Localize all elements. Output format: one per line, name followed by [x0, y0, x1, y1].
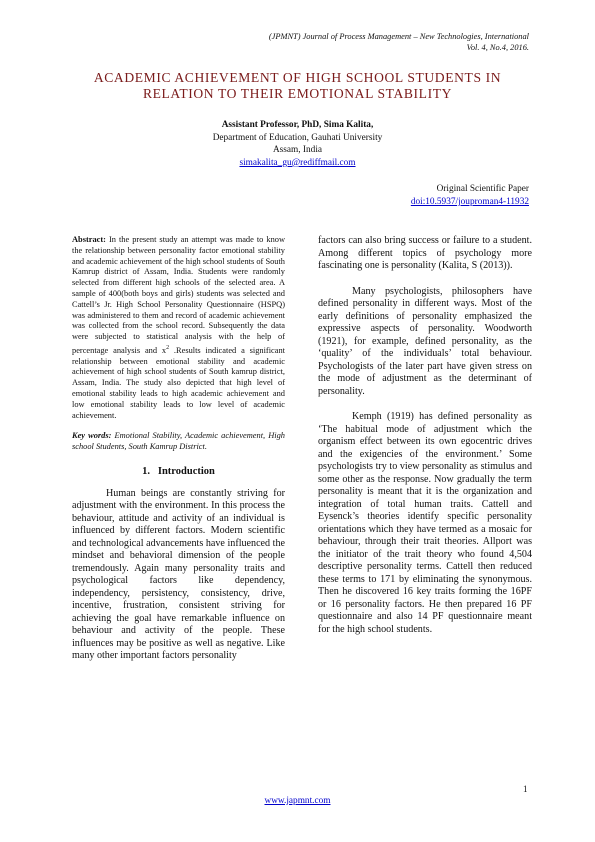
author-location: Assam, India [272, 145, 323, 156]
journal-name: (JPMNT) Journal of Process Management – New Technologies, International [268, 32, 529, 41]
author-affiliation: Department of Education, Gauhati University [212, 132, 383, 143]
abstract-text-1: In the present study an attempt was made to know the relationship between personality factor emotional stability and academic achievement of the high school students of South Kamrup district of Assam, India. Students were randomly selected from different high schools of the selected area. A sample of 400(both boys and girls) students was selected and Cattell’s Jr. High School Personality Questionnaire (HSPQ) was administered to them and record of academic achievement was collected from the school record. Subsequently the data were subjected to statistical analysis with the help of percentage analysis and x [72, 235, 285, 355]
keywords-label: Key words: [72, 431, 112, 441]
body-paragraph: Kemph (1919) has defined personality as ‘The habitual mode of adjustment which the organism effect between its own egocentric drives and the exigencies of the environment.’ Some psychologists try to view personality as stimulus and some other as the response. Now gradually the term personality is meant that it is the organization and integration of total human traits. Cattell and Eysenck’s theories identify specific personality orientations which they have termed as a mosaic for behaviour, through their trait theories. Allport was the initiator of the trait theory who found 4,504 descriptive personality terms. Cattell then reduced these terms to 171 by eliminating the synonymous. Then he discovered 16 key traits forming the 16PF or 16 personality factors. He then prepared 16 PF questionnaire and also 14 PF questionnaire meant for the high school students. [318, 411, 532, 635]
body-paragraph: Human beings are constantly striving for adjustment with the environment. In this process the behaviour, attitude and activity of an individual is influenced by different factors. Modern scientific and technological advancements have influenced the mindset and behavioral dimension of the people tremendously. Again many personality traits and psychological factors like dependency, independency, persistency, consistency, drive, incentive, frustration, consistent striving for achieving the goal have remarkable influence on behaviour and activity of the people. These influences may be positive as well as negative. Like many other important factors personality [72, 487, 285, 662]
author-email-link[interactable]: simakalita_gu@rediffmail.com [239, 157, 356, 168]
right-column [318, 235, 532, 636]
section-heading-introduction: 1. Introduction [142, 465, 215, 477]
keywords [72, 431, 285, 453]
footer-website-link[interactable]: www.japmnt.com [264, 796, 331, 806]
left-column [72, 235, 285, 663]
title-line-1: ACADEMIC ACHIEVEMENT OF HIGH SCHOOL STUDENTS IN [93, 70, 502, 85]
journal-volume: Vol. 4, No.4, 2016. [466, 43, 529, 52]
abstract-label: Abstract: [72, 235, 106, 244]
article-title [40, 70, 555, 102]
journal-header [109, 31, 529, 53]
keywords-text: Emotional Stability, Academic achievement, High school Students, South Kamrup District. [72, 431, 285, 452]
doi-link[interactable]: doi:10.5937/jouproman4-11932 [410, 196, 529, 207]
paper-type: Original Scientific Paper [436, 184, 529, 194]
body-paragraph: factors can also bring success or failure to a student. Among different topics of psychology more fascinating one is personality (Kalita, S (2013)). [318, 235, 532, 271]
page-number: 1 [523, 784, 528, 794]
abstract-superscript: 2 [166, 344, 170, 351]
title-line-2: RELATION TO THEIR EMOTIONAL STABILITY [142, 86, 453, 101]
author-block [40, 119, 555, 169]
body-paragraph: Many psychologists, philosophers have defined personality in different ways. Most of the early definitions of personality emphasized the expressive aspects of personality. Woodworth (1921), for example, defined personality, as the ‘quality’ of the individuals’ total behaviour. Psychologists of the later part have given stress on the mode of adjustment as the determinant of personality. [318, 285, 532, 397]
abstract-text-2: .Results indicated a significant relationship between emotional stability and academic achievement of high school students of South kamrup district, Assam, India. The study also depicted that high level of emotional stability leads to high academic achievement and low emotional stability leads to low level of academic achievement. [72, 345, 285, 420]
author-name: Assistant Professor, PhD, Sima Kalita, [221, 120, 374, 130]
abstract [72, 235, 285, 421]
paper-meta [229, 183, 529, 208]
